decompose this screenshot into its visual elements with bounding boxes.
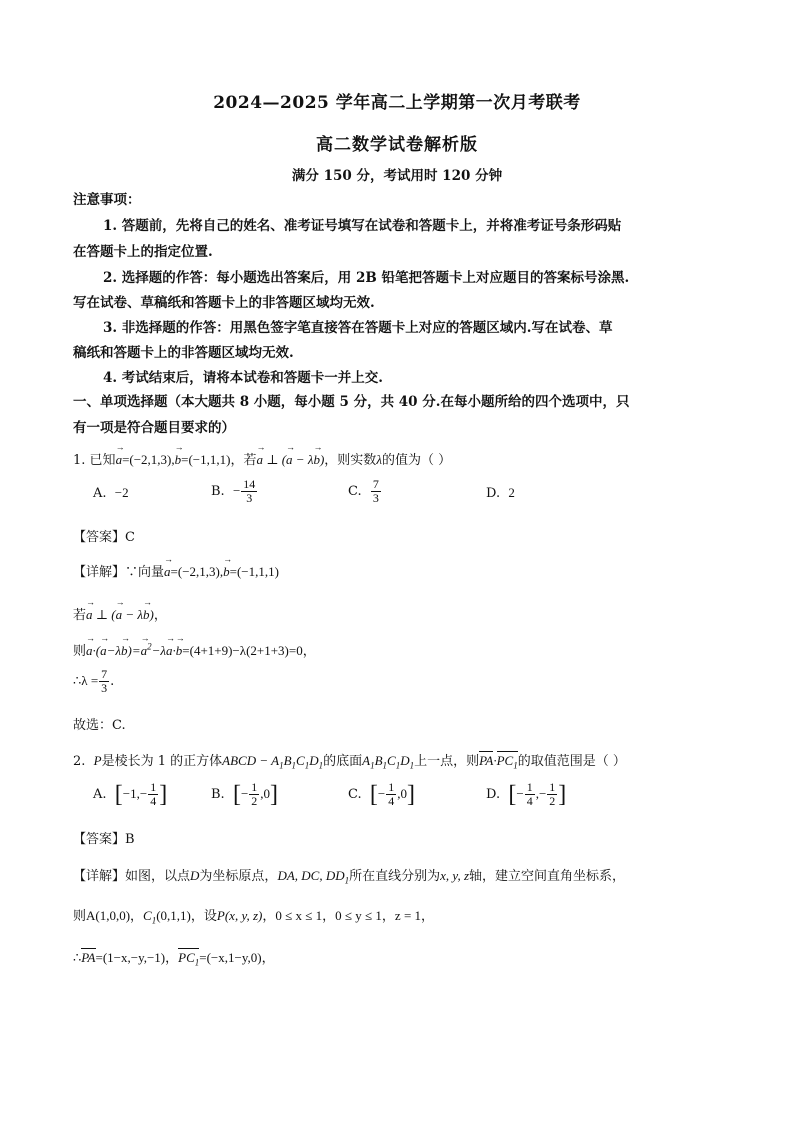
option-label: A.	[93, 787, 107, 802]
notice-item-1-line-2: 在答题卡上的指定位置.	[73, 244, 213, 260]
q2-text-c: 上一点，则	[414, 754, 480, 769]
frac-num: 7	[101, 667, 108, 681]
q2-text-b: 的底面	[323, 754, 363, 769]
detail-text: 则	[73, 644, 87, 659]
q1-lambda: λ	[376, 452, 382, 467]
detail-text: ，0 ≤ x ≤ 1，0 ≤ y ≤ 1，z = 1，	[262, 908, 435, 923]
q1-option-b	[211, 478, 258, 505]
exam-info: 满分 150 分，考试用时 120 分钟	[291, 168, 503, 184]
option-sign: −	[232, 483, 241, 498]
detail-text: 所在直线分别为	[349, 869, 441, 884]
q2-option-b: B. [− $\frac{1}{2}$ ,0]	[211, 780, 279, 808]
option-value: 2	[508, 485, 515, 500]
q1-conclusion: 故选：C.	[73, 718, 126, 733]
notice-item-3-line-1: 3. 非选择题的作答：用黑色签字笔直接答在答题卡上对应的答题区域内.写在试卷、草	[103, 320, 613, 336]
q1-option-c	[348, 478, 382, 505]
detail-text: 则A(1,0,0)，	[73, 908, 144, 923]
q1-option-a	[93, 485, 129, 501]
question-number: 1.	[73, 453, 86, 468]
q1-detail-line-4: ∴λ = $\frac{7}{3}$ .	[73, 667, 115, 695]
frac-den: 3	[246, 491, 253, 505]
q2-option-d: D. [− $\frac{1}{4}$ ,− $\frac{1}{2}$ ]	[486, 780, 567, 808]
q1-detail-line-1: 【详解】∵向量→ a=(−2,1,3),→ b=(−1,1,1)	[73, 561, 279, 580]
q1-answer: 【答案】C	[73, 530, 135, 545]
frac-num: 14	[243, 477, 256, 491]
q2-detail-line-2: 则A(1,0,0)，$C_1(0,1,1)$，设P(x, y, z)，0 ≤ x ≤ 1，0 ≤ y ≤ 1，z = 1，	[73, 908, 435, 926]
question-2: 2. P是棱长为 1 的正方体ABCD − $A_1B_1C_1D_1$的底面$A_1B_1C_1D_1$上一点，则$PA\cdot PC_1$的取值范围是（ ）	[73, 753, 626, 771]
option-label: B.	[211, 484, 225, 499]
q1-condition: → a ⊥ (→ a − λ→ b)	[256, 452, 324, 467]
detail-text: 若	[73, 608, 87, 623]
detail-text: ，设	[190, 909, 217, 924]
q1-detail-line-2: 若→ a ⊥ (→ a − λ→ b)，	[73, 604, 167, 623]
option-label: C.	[348, 484, 362, 499]
q1-vec-b-value: =(−1,1,1)	[181, 452, 231, 467]
q1-detail-line-3: 则→ $a\cdot(\to a-\lambda\to b)=\to a^2-\lambda\to a\cdot\to b=(4+1+9)-\lambda(2+1+3)=0$，	[73, 640, 316, 659]
frac-den: 3	[372, 491, 379, 505]
section-1-heading-line-1: 一、单项选择题（本大题共 8 小题，每小题 5 分，共 40 分.在每小题所给的四个选项中，只	[73, 394, 630, 410]
question-number: 2.	[73, 754, 86, 769]
question-1	[73, 449, 451, 468]
q1-text-b: ，若	[230, 453, 257, 468]
q1-option-d	[486, 485, 515, 501]
notice-item-2-line-2: 写在试卷、草稿纸和答题卡上的非答题区域均无效.	[73, 295, 375, 311]
frac-num: 7	[372, 477, 379, 491]
option-label: B.	[211, 787, 225, 802]
exam-title: 2024—2025 学年高二上学期第一次月考联考	[213, 93, 581, 113]
q2-text-a: 是棱长为 1 的正方体	[101, 754, 223, 769]
detail-label: 【详解】	[73, 869, 126, 884]
option-label: C.	[348, 787, 362, 802]
option-label: A.	[93, 486, 107, 501]
option-value: −2	[114, 485, 129, 500]
option-label: D.	[486, 787, 501, 802]
q2-detail-line-1: 【详解】如图，以点D为坐标原点，DA, DC, $DD_1$所在直线分别为x, y, z轴，建立空间直角坐标系，	[73, 868, 626, 886]
notice-item-1-line-1: 1. 答题前，先将自己的姓名、准考证号填写在试卷和答题卡上，并将准考证号条形码贴	[103, 218, 622, 234]
vector-b: → b	[175, 452, 182, 468]
q1-text-a: 已知	[89, 453, 116, 468]
q2-detail-line-3: ∴PA=(1−x,−y,−1)，$PC_1=(-x,1-y,0)$，	[73, 950, 275, 968]
section-1-heading-line-2: 有一项是符合题目要求的）	[73, 420, 235, 436]
q1-vec-a-value: =(−2,1,3),	[122, 452, 175, 467]
detail-text: ∵向量	[125, 565, 165, 580]
detail-expr: =(4+1+9)−λ(2+1+3)=0，	[182, 643, 316, 658]
notice-item-3-line-2: 稿纸和答题卡上的非答题区域均无效.	[73, 345, 294, 361]
detail-text: 如图，以点	[125, 869, 191, 884]
detail-text: ∴λ =	[73, 673, 99, 688]
detail-text: 轴，建立空间直角坐标系，	[469, 869, 626, 884]
detail-text: 为坐标原点，	[199, 869, 278, 884]
q2-text-d: 的取值范围是（ ）	[517, 754, 626, 769]
option-label: D.	[486, 486, 501, 501]
notice-heading: 注意事项：	[73, 192, 141, 208]
detail-text: =(−x,1−y,0)，	[199, 950, 275, 965]
q1-text-d: 的值为（ ）	[381, 453, 452, 468]
detail-label: 【详解】	[73, 565, 126, 580]
notice-item-2-line-1: 2. 选择题的作答：每小题选出答案后，用 2B 铅笔把答题卡上对应题目的答案标号涂黑.	[103, 270, 630, 286]
q2-option-a: A. [−1,− $\frac{1}{4}$ ]	[93, 780, 168, 808]
exam-subtitle: 高二数学试卷解析版	[316, 135, 478, 155]
detail-text: =(1−x,−y,−1)，	[95, 950, 179, 965]
q2-option-c: C. [− $\frac{1}{4}$ ,0]	[348, 780, 415, 808]
detail-vec-b: =(−1,1,1)	[229, 564, 279, 579]
detail-vec-a: =(−2,1,3),	[170, 564, 224, 579]
q1-text-c: ，则实数	[324, 453, 377, 468]
q2-answer: 【答案】B	[73, 832, 135, 847]
detail-text: ∴	[73, 950, 82, 965]
vector-a: → a	[116, 452, 123, 468]
frac-den: 3	[101, 681, 108, 695]
notice-item-4: 4. 考试结束后，请将本试卷和答题卡一并上交.	[103, 370, 383, 386]
